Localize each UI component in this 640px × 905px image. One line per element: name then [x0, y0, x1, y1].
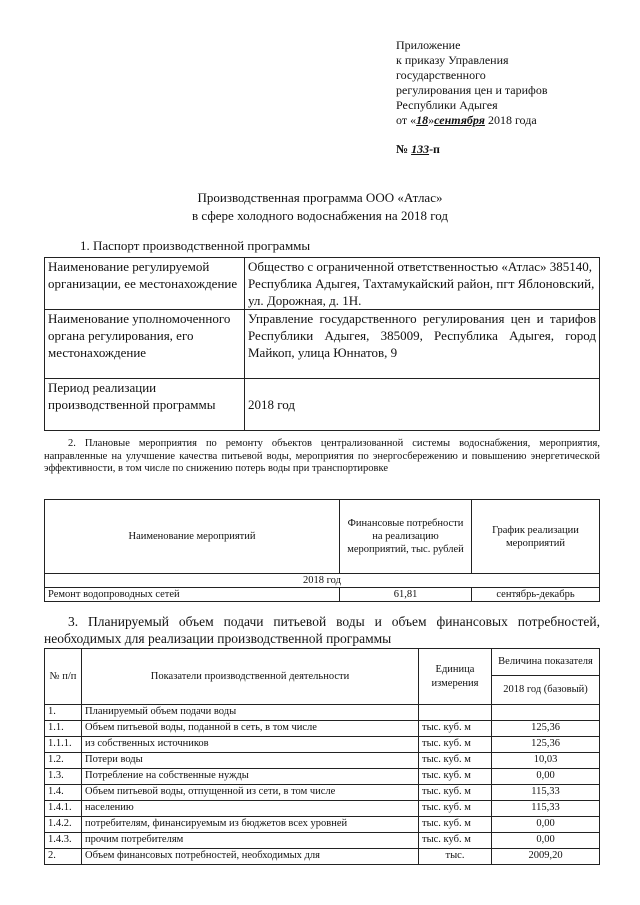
title-line: в сфере холодного водоснабжения на 2018 год	[192, 208, 448, 223]
column-header: Единица измерения	[419, 649, 492, 705]
date-month: сентября	[434, 113, 485, 127]
date-suffix: 2018 года	[484, 113, 537, 127]
row-indicator: прочим потребителям	[82, 833, 419, 849]
table-row	[45, 769, 600, 785]
appendix-block	[396, 38, 548, 128]
row-value: 0,00	[492, 833, 600, 849]
appendix-line: Приложение	[396, 38, 461, 52]
table-row	[45, 721, 600, 737]
table-row	[45, 705, 600, 721]
section2-text: 2. Плановые мероприятия по ремонту объектов централизованной системы водоснабжения, мероприятия, направленные на улучшение качества питьевой воды, мероприятия по энергосбережению и повышению энергетической эффективности, в том числе по снижению потерь воды при транспортировке	[44, 438, 600, 474]
table-row	[45, 258, 600, 310]
column-header: График реализации мероприятий	[472, 500, 600, 574]
row-indicator: потребителям, финансируемым из бюджетов всех уровней	[82, 817, 419, 833]
table-header-row	[45, 500, 600, 574]
table-row	[45, 833, 600, 849]
order-suffix: -п	[429, 142, 440, 156]
row-number: 1.1.	[45, 721, 82, 737]
order-prefix: №	[396, 142, 412, 156]
row-indicator: Объем питьевой воды, поданной в сеть, в том числе	[82, 721, 419, 737]
date-mid: »	[428, 113, 435, 127]
row-number: 1.2.	[45, 753, 82, 769]
row-value: 2009,20	[492, 849, 600, 865]
indicators-table	[44, 648, 600, 865]
row-unit: тыс. куб. м	[419, 785, 492, 801]
row-value: 125,36	[492, 721, 600, 737]
row-unit: тыс. куб. м	[419, 737, 492, 753]
measure-amount: 61,81	[340, 588, 472, 602]
row-number: 1.4.1.	[45, 801, 82, 817]
table-row	[45, 379, 600, 431]
table-row	[45, 310, 600, 379]
row-value: 115,33	[492, 801, 600, 817]
measures-table	[44, 499, 600, 602]
row-number: 2.	[45, 849, 82, 865]
order-number	[396, 142, 440, 157]
passport-table	[44, 257, 600, 431]
section3-text: 3. Планируемый объем подачи питьевой воды и объем финансовых потребностей, необходимых для реализации производственной программы	[44, 614, 600, 646]
row-value: 115,33	[492, 785, 600, 801]
column-header: № п/п	[45, 649, 82, 705]
order-number-value: 133	[411, 142, 430, 156]
table-row	[45, 588, 600, 602]
appendix-date	[396, 113, 548, 128]
date-prefix: от «	[396, 113, 417, 127]
row-indicator: Объем финансовых потребностей, необходимых для	[82, 849, 419, 865]
row-number: 1.3.	[45, 769, 82, 785]
appendix-line: регулирования цен и тарифов	[396, 83, 548, 97]
row-unit: тыс. куб. м	[419, 817, 492, 833]
column-header: 2018 год (базовый)	[492, 676, 600, 705]
table-row	[45, 737, 600, 753]
row-number: 1.4.3.	[45, 833, 82, 849]
row-value: 125,36	[492, 737, 600, 753]
row-number: 1.4.2.	[45, 817, 82, 833]
row-unit: тыс. куб. м	[419, 833, 492, 849]
row-number: 1.1.1.	[45, 737, 82, 753]
measure-schedule: сентябрь-декабрь	[472, 588, 600, 602]
row-indicator: Объем питьевой воды, отпущенной из сети, в том числе	[82, 785, 419, 801]
title-line: Производственная программа ООО «Атлас»	[197, 190, 443, 205]
table-row	[45, 785, 600, 801]
row-unit: тыс. куб. м	[419, 801, 492, 817]
table-row	[45, 753, 600, 769]
row-indicator: Потери воды	[82, 753, 419, 769]
row-unit: тыс. куб. м	[419, 721, 492, 737]
passport-value: Управление государственного регулирования цен и тарифов Республики Адыгея, 385009, Республика Адыгея, город Майкоп, улица Юннатов, 9	[245, 310, 600, 379]
document-title	[0, 189, 640, 225]
table-header-row	[45, 649, 600, 676]
year-row: 2018 год	[45, 574, 600, 588]
row-unit: тыс. куб. м	[419, 753, 492, 769]
row-unit	[419, 705, 492, 721]
row-number: 1.	[45, 705, 82, 721]
column-header: Наименование мероприятий	[45, 500, 340, 574]
row-number: 1.4.	[45, 785, 82, 801]
row-value: 0,00	[492, 817, 600, 833]
passport-label: Наименование уполномоченного органа регулирования, его местонахождение	[45, 310, 245, 379]
row-unit: тыс. куб. м	[419, 769, 492, 785]
row-value: 0,00	[492, 769, 600, 785]
row-unit: тыс.	[419, 849, 492, 865]
date-day: 18	[416, 113, 429, 127]
row-indicator: из собственных источников	[82, 737, 419, 753]
measure-name: Ремонт водопроводных сетей	[45, 588, 340, 602]
row-value	[492, 705, 600, 721]
row-value: 10,03	[492, 753, 600, 769]
table-row	[45, 849, 600, 865]
passport-label: Наименование регулируемой организации, ее местонахождение	[45, 258, 245, 310]
row-indicator: населению	[82, 801, 419, 817]
row-indicator: Планируемый объем подачи воды	[82, 705, 419, 721]
column-header: Величина показателя	[492, 649, 600, 676]
row-indicator: Потребление на собственные нужды	[82, 769, 419, 785]
column-header: Финансовые потребности на реализацию мероприятий, тыс. рублей	[340, 500, 472, 574]
passport-label: Период реализации производственной программы	[45, 379, 245, 431]
appendix-line: Республики Адыгея	[396, 98, 498, 112]
table-row	[45, 801, 600, 817]
section1-heading: 1. Паспорт производственной программы	[80, 238, 311, 253]
passport-value: 2018 год	[245, 379, 600, 431]
table-row	[45, 817, 600, 833]
column-header: Показатели производственной деятельности	[82, 649, 419, 705]
appendix-line: государственного	[396, 68, 486, 82]
passport-value: Общество с ограниченной ответственностью «Атлас» 385140, Республика Адыгея, Тахтамукайский район, пгт Яблоновский, ул. Дорожная, д. 1Н.	[245, 258, 600, 310]
appendix-line: к приказу Управления	[396, 53, 509, 67]
table-row	[45, 574, 600, 588]
